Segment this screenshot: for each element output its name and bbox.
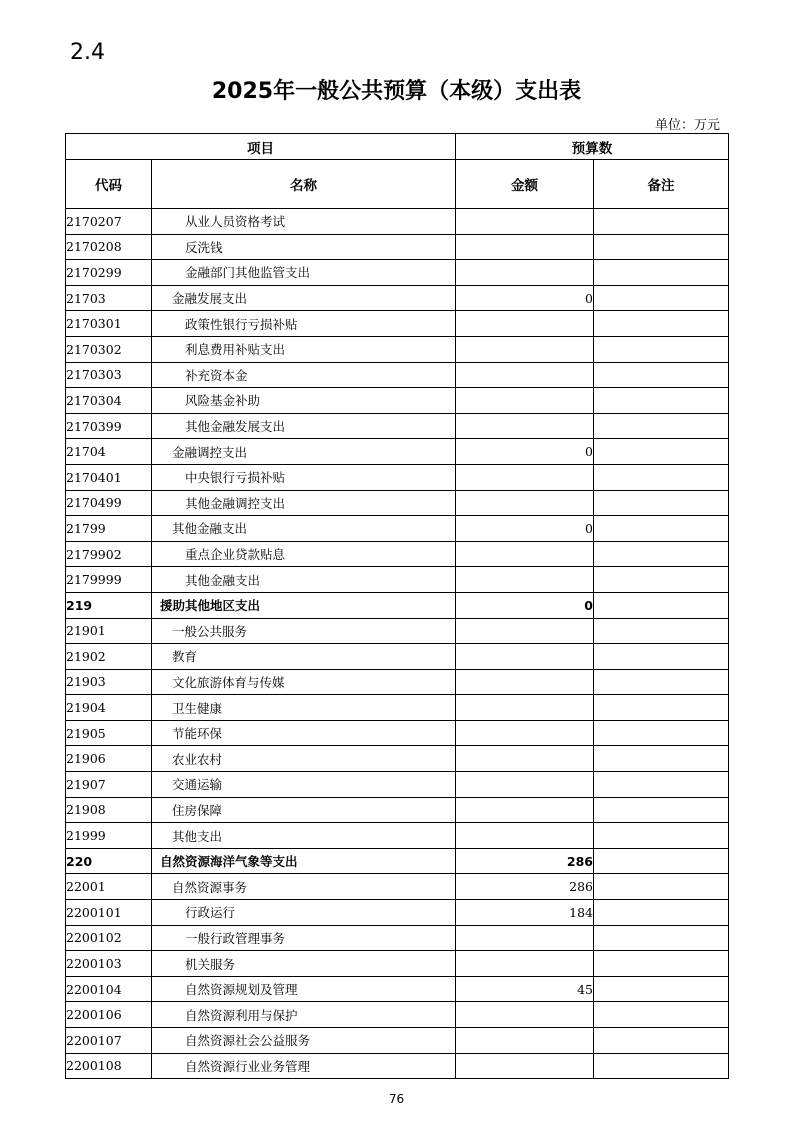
table-row (66, 669, 729, 695)
amount-cell (456, 1028, 594, 1054)
name-cell: 交通运输 (152, 772, 456, 798)
name-cell: 自然资源社会公益服务 (152, 1028, 456, 1054)
table-row (66, 925, 729, 951)
amount-cell (456, 1002, 594, 1028)
remark-cell (594, 951, 729, 977)
remark-cell (594, 388, 729, 414)
amount-cell (456, 618, 594, 644)
amount-cell: 0 (456, 285, 594, 311)
remark-cell (594, 362, 729, 388)
remark-cell (594, 336, 729, 362)
name-cell: 自然资源行业业务管理 (152, 1053, 456, 1079)
remark-cell (594, 490, 729, 516)
page-number: 76 (388, 1092, 405, 1106)
name-cell: 金融发展支出 (152, 285, 456, 311)
remark-cell (594, 567, 729, 593)
amount-cell (456, 644, 594, 670)
remark-cell (594, 311, 729, 337)
name-cell: 自然资源海洋气象等支出 (152, 848, 456, 874)
code-cell: 2170301 (66, 311, 152, 337)
amount-cell (456, 490, 594, 516)
amount-cell: 0 (456, 439, 594, 465)
remark-cell (594, 1053, 729, 1079)
remark-cell (594, 209, 729, 235)
header-item: 项目 (66, 134, 456, 160)
name-cell: 其他金融发展支出 (152, 413, 456, 439)
remark-cell (594, 720, 729, 746)
amount-cell (456, 695, 594, 721)
name-cell: 金融部门其他监管支出 (152, 260, 456, 286)
remark-cell (594, 516, 729, 542)
remark-cell (594, 925, 729, 951)
name-cell: 卫生健康 (152, 695, 456, 721)
code-cell: 21907 (66, 772, 152, 798)
section-number: 2.4 (70, 40, 105, 65)
remark-cell (594, 823, 729, 849)
amount-cell (456, 925, 594, 951)
code-cell: 21906 (66, 746, 152, 772)
amount-cell (456, 797, 594, 823)
table-row (66, 848, 729, 874)
table-row (66, 976, 729, 1002)
table-row (66, 797, 729, 823)
name-cell: 机关服务 (152, 951, 456, 977)
amount-cell (456, 541, 594, 567)
amount-cell (456, 720, 594, 746)
remark-cell (594, 848, 729, 874)
name-cell: 其他金融支出 (152, 516, 456, 542)
code-cell: 21904 (66, 695, 152, 721)
name-cell: 利息费用补贴支出 (152, 336, 456, 362)
name-cell: 农业农村 (152, 746, 456, 772)
amount-cell (456, 823, 594, 849)
table-row (66, 464, 729, 490)
remark-cell (594, 797, 729, 823)
code-cell: 22001 (66, 874, 152, 900)
name-cell: 其他金融调控支出 (152, 490, 456, 516)
table-row (66, 413, 729, 439)
code-cell: 2200102 (66, 925, 152, 951)
header-remark: 备注 (594, 160, 729, 209)
code-cell: 21905 (66, 720, 152, 746)
remark-cell (594, 592, 729, 618)
header-budget: 预算数 (456, 134, 729, 160)
remark-cell (594, 695, 729, 721)
name-cell: 金融调控支出 (152, 439, 456, 465)
name-cell: 风险基金补助 (152, 388, 456, 414)
name-cell: 反洗钱 (152, 234, 456, 260)
name-cell: 援助其他地区支出 (152, 592, 456, 618)
name-cell: 自然资源规划及管理 (152, 976, 456, 1002)
table-row (66, 823, 729, 849)
remark-cell (594, 900, 729, 926)
amount-cell (456, 234, 594, 260)
amount-cell: 184 (456, 900, 594, 926)
code-cell: 2200108 (66, 1053, 152, 1079)
name-cell: 节能环保 (152, 720, 456, 746)
name-cell: 其他金融支出 (152, 567, 456, 593)
code-cell: 21902 (66, 644, 152, 670)
remark-cell (594, 234, 729, 260)
name-cell: 重点企业贷款贴息 (152, 541, 456, 567)
table-row (66, 439, 729, 465)
table-body (66, 209, 729, 1079)
code-cell: 2200101 (66, 900, 152, 926)
name-cell: 一般行政管理事务 (152, 925, 456, 951)
table-row (66, 900, 729, 926)
code-cell: 2170302 (66, 336, 152, 362)
code-cell: 21901 (66, 618, 152, 644)
header-name: 名称 (152, 160, 456, 209)
code-cell: 2179902 (66, 541, 152, 567)
remark-cell (594, 1028, 729, 1054)
budget-table (65, 133, 729, 1079)
amount-cell: 286 (456, 874, 594, 900)
remark-cell (594, 874, 729, 900)
table-row (66, 874, 729, 900)
table-row (66, 516, 729, 542)
amount-cell: 45 (456, 976, 594, 1002)
amount-cell (456, 1053, 594, 1079)
remark-cell (594, 772, 729, 798)
table-row (66, 592, 729, 618)
name-cell: 从业人员资格考试 (152, 209, 456, 235)
code-cell: 2170207 (66, 209, 152, 235)
header-code: 代码 (66, 160, 152, 209)
table-row (66, 1002, 729, 1028)
amount-cell (456, 567, 594, 593)
code-cell: 2170401 (66, 464, 152, 490)
table-row (66, 618, 729, 644)
table-row (66, 336, 729, 362)
name-cell: 教育 (152, 644, 456, 670)
amount-cell (456, 746, 594, 772)
amount-cell (456, 951, 594, 977)
remark-cell (594, 464, 729, 490)
name-cell: 中央银行亏损补贴 (152, 464, 456, 490)
amount-cell (456, 464, 594, 490)
amount-cell (456, 311, 594, 337)
table-row (66, 1028, 729, 1054)
table-row (66, 951, 729, 977)
remark-cell (594, 976, 729, 1002)
name-cell: 行政运行 (152, 900, 456, 926)
header-amount: 金额 (456, 160, 594, 209)
table-row (66, 234, 729, 260)
code-cell: 220 (66, 848, 152, 874)
name-cell: 自然资源利用与保护 (152, 1002, 456, 1028)
table-row (66, 209, 729, 235)
table-row (66, 388, 729, 414)
code-cell: 2170303 (66, 362, 152, 388)
code-cell: 21903 (66, 669, 152, 695)
name-cell: 补充资本金 (152, 362, 456, 388)
code-cell: 21703 (66, 285, 152, 311)
code-cell: 2170208 (66, 234, 152, 260)
amount-cell (456, 209, 594, 235)
code-cell: 2170299 (66, 260, 152, 286)
amount-cell (456, 669, 594, 695)
amount-cell (456, 336, 594, 362)
remark-cell (594, 669, 729, 695)
amount-cell (456, 362, 594, 388)
amount-cell: 0 (456, 516, 594, 542)
code-cell: 21999 (66, 823, 152, 849)
amount-cell (456, 413, 594, 439)
code-cell: 21908 (66, 797, 152, 823)
code-cell: 21799 (66, 516, 152, 542)
amount-cell: 286 (456, 848, 594, 874)
name-cell: 政策性银行亏损补贴 (152, 311, 456, 337)
name-cell: 一般公共服务 (152, 618, 456, 644)
amount-cell: 0 (456, 592, 594, 618)
remark-cell (594, 260, 729, 286)
table-row (66, 695, 729, 721)
code-cell: 2170499 (66, 490, 152, 516)
table-row (66, 362, 729, 388)
table-row (66, 644, 729, 670)
unit-label: 单位：万元 (654, 118, 720, 133)
remark-cell (594, 746, 729, 772)
table-row (66, 541, 729, 567)
table-row (66, 746, 729, 772)
name-cell: 文化旅游体育与传媒 (152, 669, 456, 695)
table-row (66, 1053, 729, 1079)
page-title: 2025年一般公共预算（本级）支出表 (211, 79, 582, 104)
code-cell: 2200104 (66, 976, 152, 1002)
amount-cell (456, 260, 594, 286)
code-cell: 2200106 (66, 1002, 152, 1028)
table-row (66, 260, 729, 286)
table-row (66, 490, 729, 516)
amount-cell (456, 388, 594, 414)
table-row (66, 285, 729, 311)
remark-cell (594, 644, 729, 670)
table-row (66, 567, 729, 593)
remark-cell (594, 413, 729, 439)
amount-cell (456, 772, 594, 798)
name-cell: 其他支出 (152, 823, 456, 849)
remark-cell (594, 285, 729, 311)
table-row (66, 772, 729, 798)
code-cell: 21704 (66, 439, 152, 465)
code-cell: 2200103 (66, 951, 152, 977)
remark-cell (594, 439, 729, 465)
code-cell: 2170399 (66, 413, 152, 439)
code-cell: 2170304 (66, 388, 152, 414)
code-cell: 2200107 (66, 1028, 152, 1054)
code-cell: 2179999 (66, 567, 152, 593)
name-cell: 自然资源事务 (152, 874, 456, 900)
name-cell: 住房保障 (152, 797, 456, 823)
remark-cell (594, 618, 729, 644)
table-row (66, 720, 729, 746)
code-cell: 219 (66, 592, 152, 618)
remark-cell (594, 541, 729, 567)
table-row (66, 311, 729, 337)
remark-cell (594, 1002, 729, 1028)
